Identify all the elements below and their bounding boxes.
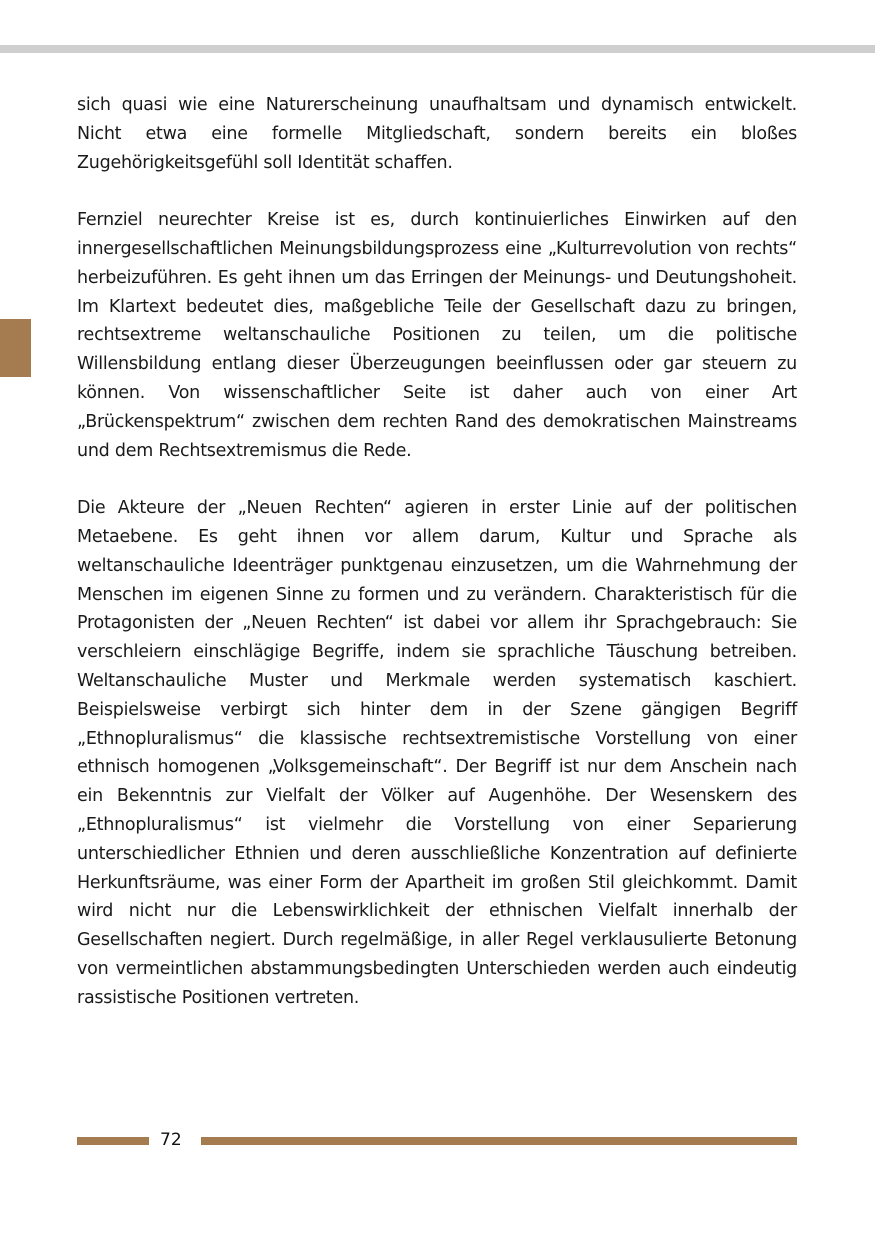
paragraph-2: Fernziel neurechter Kreise ist es, durch kontinuierliches Einwirken auf den innergesellschaftlichen Meinungsbildungsprozess eine „Kulturrevolution von rechts“ herbeizuführen. Es geht ihnen um das Erringen der Meinungs- und Deutungshoheit. Im Klartext bedeutet dies, maßgebliche Teile der Gesellschaft dazu zu bringen, rechtsextreme weltanschauliche Positionen zu teilen, um die politische Willensbildung entlang dieser Überzeugungen beeinflussen oder gar steuern zu können. Von wissenschaftlicher Seite ist daher auch von einer Art „Brückenspektrum“ zwischen dem rechten Rand des demokratischen Mainstreams und dem Rechtsextremismus die Rede. <box>77 210 797 461</box>
paragraph-1: sich quasi wie eine Naturerscheinung unaufhaltsam und dynamisch entwickelt. Nicht etwa eine formelle Mitgliedschaft, sondern bereits ein bloßes Zugehörigkeitsgefühl soll Identität schaffen. <box>77 95 797 173</box>
chapter-tab-marker <box>0 319 31 377</box>
footer-rule-left <box>77 1137 149 1145</box>
page-number: 72 <box>160 1130 182 1150</box>
body-text <box>77 91 797 1013</box>
paragraph-3: Die Akteure der „Neuen Rechten“ agieren in erster Linie auf der politischen Metaebene. Es geht ihnen vor allem darum, Kultur und Sprache als weltanschauliche Ideenträger punktgenau einzusetzen, um die Wahrnehmung der Menschen im eigenen Sinne zu formen und zu verändern. Charakteristisch für die Protagonisten der „Neuen Rechten“ ist dabei vor allem ihr Sprachgebrauch: Sie verschleiern einschlägige Begriffe, indem sie sprachliche Täuschung betreiben. Weltanschauliche Muster und Merkmale werden systematisch kaschiert. Beispielsweise verbirgt sich hinter dem in der Szene gängigen Begriff „Ethnopluralismus“ die klassische rechtsextremistische Vorstellung von einer ethnisch homogenen „Volksgemeinschaft“. Der Begriff ist nur dem Anschein nach ein Bekenntnis zur Vielfalt der Völker auf Augenhöhe. Der Wesenskern des „Ethnopluralismus“ ist vielmehr die Vorstellung von einer Separierung unterschiedlicher Ethnien und deren ausschließliche Konzentration auf definierte Herkunftsräume, was einer Form der Apartheit im großen Stil gleichkommt. Damit wird nicht nur die Lebenswirklichkeit der ethnischen Vielfalt innerhalb der Gesellschaften negiert. Durch regelmäßige, in aller Regel verklausulierte Betonung von vermeintlichen abstammungsbedingten Unterschieden werden auch eindeutig rassistische Positionen vertreten. <box>77 498 797 1008</box>
footer-rule-right <box>201 1137 797 1145</box>
top-rule <box>0 45 875 53</box>
